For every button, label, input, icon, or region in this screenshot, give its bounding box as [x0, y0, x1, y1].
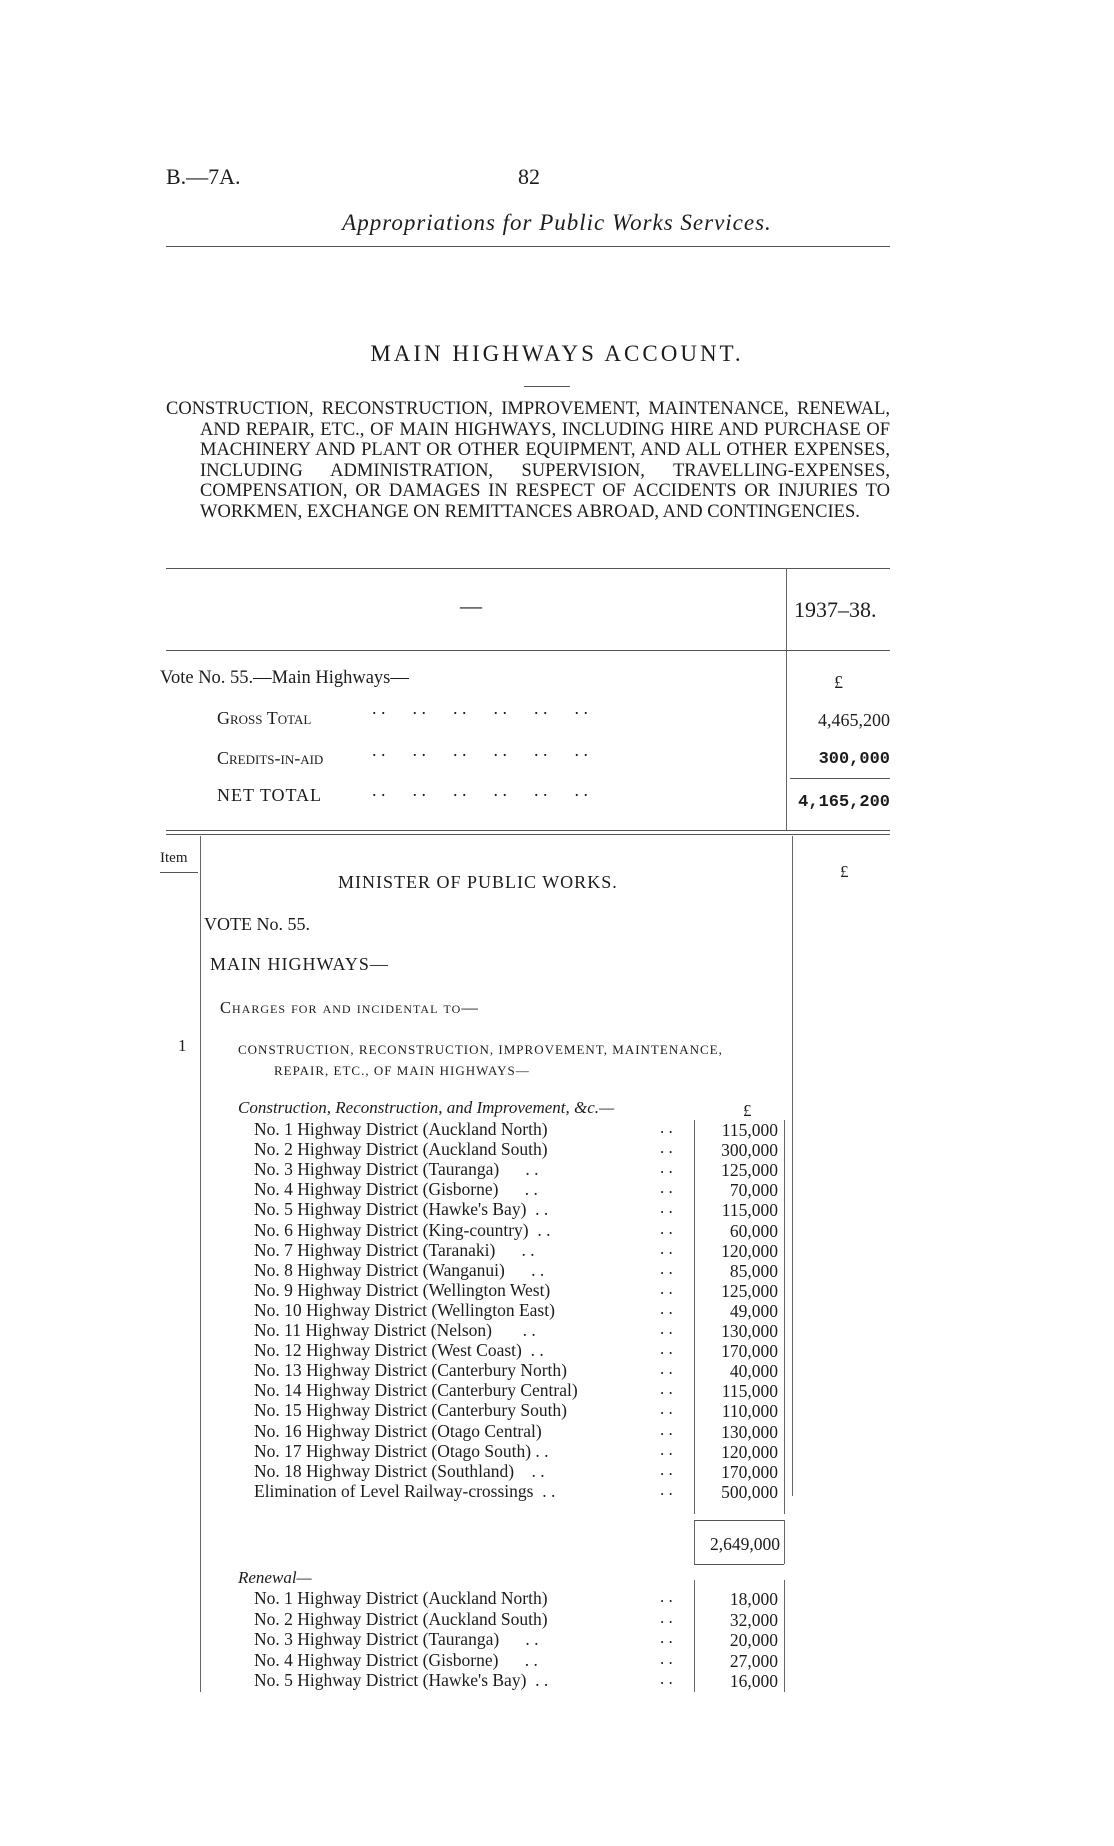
district-amount: 115,000 [721, 1200, 778, 1221]
district-dots: . . [660, 1158, 673, 1178]
summary-col-dash: — [460, 593, 482, 618]
district-dots: . . [660, 1379, 673, 1399]
document-reference: B.—7A. [166, 164, 241, 189]
gross-total-label: Gross Total [217, 708, 312, 728]
credits-in-aid-value: 300,000 [818, 750, 890, 769]
district-amount: 32,000 [729, 1609, 778, 1630]
district-amount: 70,000 [729, 1180, 778, 1201]
district-label: No. 14 Highway District (Canterbury Central) [254, 1380, 578, 1401]
district-dots: . . [660, 1419, 673, 1439]
district-amount: 120,000 [721, 1240, 778, 1261]
district-amount: 115,000 [721, 1381, 778, 1402]
summary-head-rule [166, 650, 890, 651]
district-amount: 27,000 [729, 1650, 778, 1671]
vote-heading: VOTE No. 55. [204, 914, 310, 934]
district-label: No. 8 Highway District (Wanganui) . . [254, 1259, 545, 1280]
district-dots: . . [660, 1648, 673, 1668]
charges-heading: Charges for and incidental to— [220, 998, 479, 1017]
district-label: No. 5 Highway District (Hawke's Bay) . . [254, 1670, 549, 1690]
district-amount: 300,000 [721, 1140, 778, 1161]
district-dots: . . [660, 1587, 673, 1606]
district-dots: . . [660, 1178, 673, 1198]
district-label: No. 11 Highway District (Nelson) . . [254, 1320, 536, 1340]
district-label: No. 3 Highway District (Tauranga) . . [254, 1159, 539, 1180]
district-label: No. 4 Highway District (Gisborne) . . [254, 1649, 538, 1670]
item-column-divider [200, 836, 201, 1692]
district-label: Elimination of Level Railway-crossings . . [254, 1480, 556, 1501]
summary-col-year: 1937–38. [794, 597, 877, 622]
district-label: No. 15 Highway District (Canterbury South) [254, 1400, 568, 1421]
district-amount: 120,000 [721, 1441, 778, 1462]
district-dots: . . [660, 1669, 673, 1688]
district-amount: 60,000 [729, 1220, 778, 1241]
district-dots: . . [660, 1479, 673, 1499]
district-amount: 18,000 [729, 1589, 778, 1609]
district-label: No. 5 Highway District (Hawke's Bay) . . [254, 1199, 549, 1220]
net-total-dots: . . . . . . . . . . . . [372, 780, 588, 800]
subtotal-divider-left [694, 1520, 695, 1564]
item-number: 1 [178, 1036, 187, 1055]
summary-currency: £ [834, 672, 843, 692]
district-label: No. 17 Highway District (Otago South) . . [254, 1440, 549, 1461]
summary-bottom-rule-2 [166, 834, 890, 835]
district-amount: 500,000 [721, 1481, 778, 1502]
subtotal-rule-bottom [694, 1564, 784, 1565]
construction-amount-divider-right [784, 1120, 785, 1514]
net-total-value: 4,165,200 [798, 793, 890, 812]
district-amount: 125,000 [721, 1160, 778, 1181]
district-label: No. 9 Highway District (Wellington West) [254, 1279, 551, 1300]
district-dots: . . [660, 1278, 673, 1298]
district-label: No. 16 Highway District (Otago Central) [254, 1420, 542, 1441]
district-label: No. 1 Highway District (Auckland North) [254, 1119, 548, 1139]
district-amount: 85,000 [729, 1260, 778, 1281]
district-amount: 170,000 [721, 1341, 778, 1362]
district-amount: 40,000 [729, 1361, 778, 1382]
district-amount: 20,000 [729, 1630, 778, 1650]
district-amount: 170,000 [721, 1461, 778, 1482]
district-dots: . . [660, 1238, 673, 1258]
district-amount: 16,000 [729, 1671, 778, 1691]
amount-column-divider [792, 836, 793, 1496]
district-dots: . . [660, 1399, 673, 1419]
district-dots: . . [660, 1298, 673, 1318]
district-label: No. 12 Highway District (West Coast) . . [254, 1340, 544, 1361]
district-dots: . . [660, 1359, 673, 1379]
district-dots: . . [660, 1118, 673, 1137]
page-subtitle: Appropriations for Public Works Services. [342, 210, 772, 235]
renewal-amount-divider-right [784, 1580, 785, 1692]
subtotal-rule-top [694, 1520, 784, 1521]
construction-currency: £ [743, 1101, 752, 1120]
district-dots: . . [660, 1339, 673, 1359]
district-dots: . . [660, 1258, 673, 1278]
credits-underline [790, 778, 890, 779]
district-amount: 115,000 [721, 1120, 778, 1140]
summary-column-divider [786, 568, 787, 830]
district-label: No. 2 Highway District (Auckland South) [254, 1139, 548, 1160]
minister-heading: MINISTER OF PUBLIC WORKS. [338, 872, 618, 892]
district-label: No. 3 Highway District (Tauranga) . . [254, 1629, 539, 1649]
district-dots: . . [660, 1607, 673, 1627]
district-dots: . . [660, 1439, 673, 1459]
gross-total-dots: . . . . . . . . . . . . [372, 698, 588, 718]
main-highways-heading: MAIN HIGHWAYS— [210, 954, 389, 974]
construction-heading: Construction, Reconstruction, and Improvement, &c.— [238, 1098, 615, 1117]
title-rule [524, 386, 570, 387]
district-dots: . . [660, 1459, 673, 1479]
page-number: 82 [518, 164, 540, 189]
district-dots: . . [660, 1198, 673, 1218]
district-label: No. 2 Highway District (Auckland South) [254, 1608, 548, 1629]
gross-total-value: 4,465,200 [818, 710, 890, 730]
account-title: MAIN HIGHWAYS ACCOUNT. [370, 341, 744, 366]
district-label: No. 13 Highway District (Canterbury North) [254, 1360, 567, 1381]
net-total-label: NET TOTAL [217, 785, 323, 805]
district-amount: 130,000 [721, 1421, 778, 1442]
district-label: No. 4 Highway District (Gisborne) . . [254, 1179, 538, 1200]
subtotal-divider-right [784, 1520, 785, 1564]
district-label: No. 7 Highway District (Taranaki) . . [254, 1239, 535, 1260]
account-description-text: CONSTRUCTION, RECONSTRUCTION, IMPROVEMENT, MAINTENANCE, RENEWAL, AND REPAIR, ETC., OF MAIN HIGHWAYS, INCLUDING HIRE AND PURCHASE OF MACHINERY AND PLANT OR OTHER EQUIPMENT, AND ALL OTHER EXPENSES, INCLUDING ADMINISTRATION, SUPERVISION, TRAVELLING-EXPENSES, COMPENSATION, OR DAMAGES IN RESPECT OF ACCIDENTS OR INJURIES TO WORKMEN, EXCHANGE ON REMITTANCES ABROAD, AND CONTINGENCIES. [166, 399, 890, 522]
district-amount: 125,000 [721, 1280, 778, 1301]
renewal-heading: Renewal— [238, 1568, 312, 1587]
account-description [166, 399, 890, 522]
credits-in-aid-dots: . . . . . . . . . . . . [372, 740, 588, 760]
summary-bottom-rule [166, 830, 890, 831]
district-label: No. 18 Highway District (Southland) . . [254, 1460, 545, 1481]
vote-label: Vote No. 55.—Main Highways— [160, 668, 409, 688]
district-amount: 130,000 [721, 1321, 778, 1341]
district-amount: 49,000 [729, 1300, 778, 1321]
district-label: No. 1 Highway District (Auckland North) [254, 1588, 548, 1608]
item-text-line-1: CONSTRUCTION, RECONSTRUCTION, IMPROVEMENT, MAINTENANCE, [238, 1042, 723, 1057]
summary-top-rule [166, 568, 890, 569]
district-label: No. 6 Highway District (King-country) . . [254, 1219, 551, 1240]
district-dots: . . [660, 1319, 673, 1338]
construction-subtotal: 2,649,000 [710, 1534, 780, 1554]
district-dots: . . [660, 1138, 673, 1158]
detail-currency: £ [840, 862, 849, 881]
district-dots: . . [660, 1218, 673, 1238]
item-text-line-2: REPAIR, ETC., OF MAIN HIGHWAYS— [274, 1063, 530, 1078]
item-column-header: Item [160, 850, 188, 866]
district-dots: . . [660, 1628, 673, 1647]
district-amount: 110,000 [721, 1401, 778, 1422]
credits-in-aid-label: Credits-in-aid [217, 748, 324, 768]
district-label: No. 10 Highway District (Wellington East) [254, 1299, 555, 1320]
header-rule [166, 246, 890, 247]
item-header-rule [160, 872, 198, 873]
